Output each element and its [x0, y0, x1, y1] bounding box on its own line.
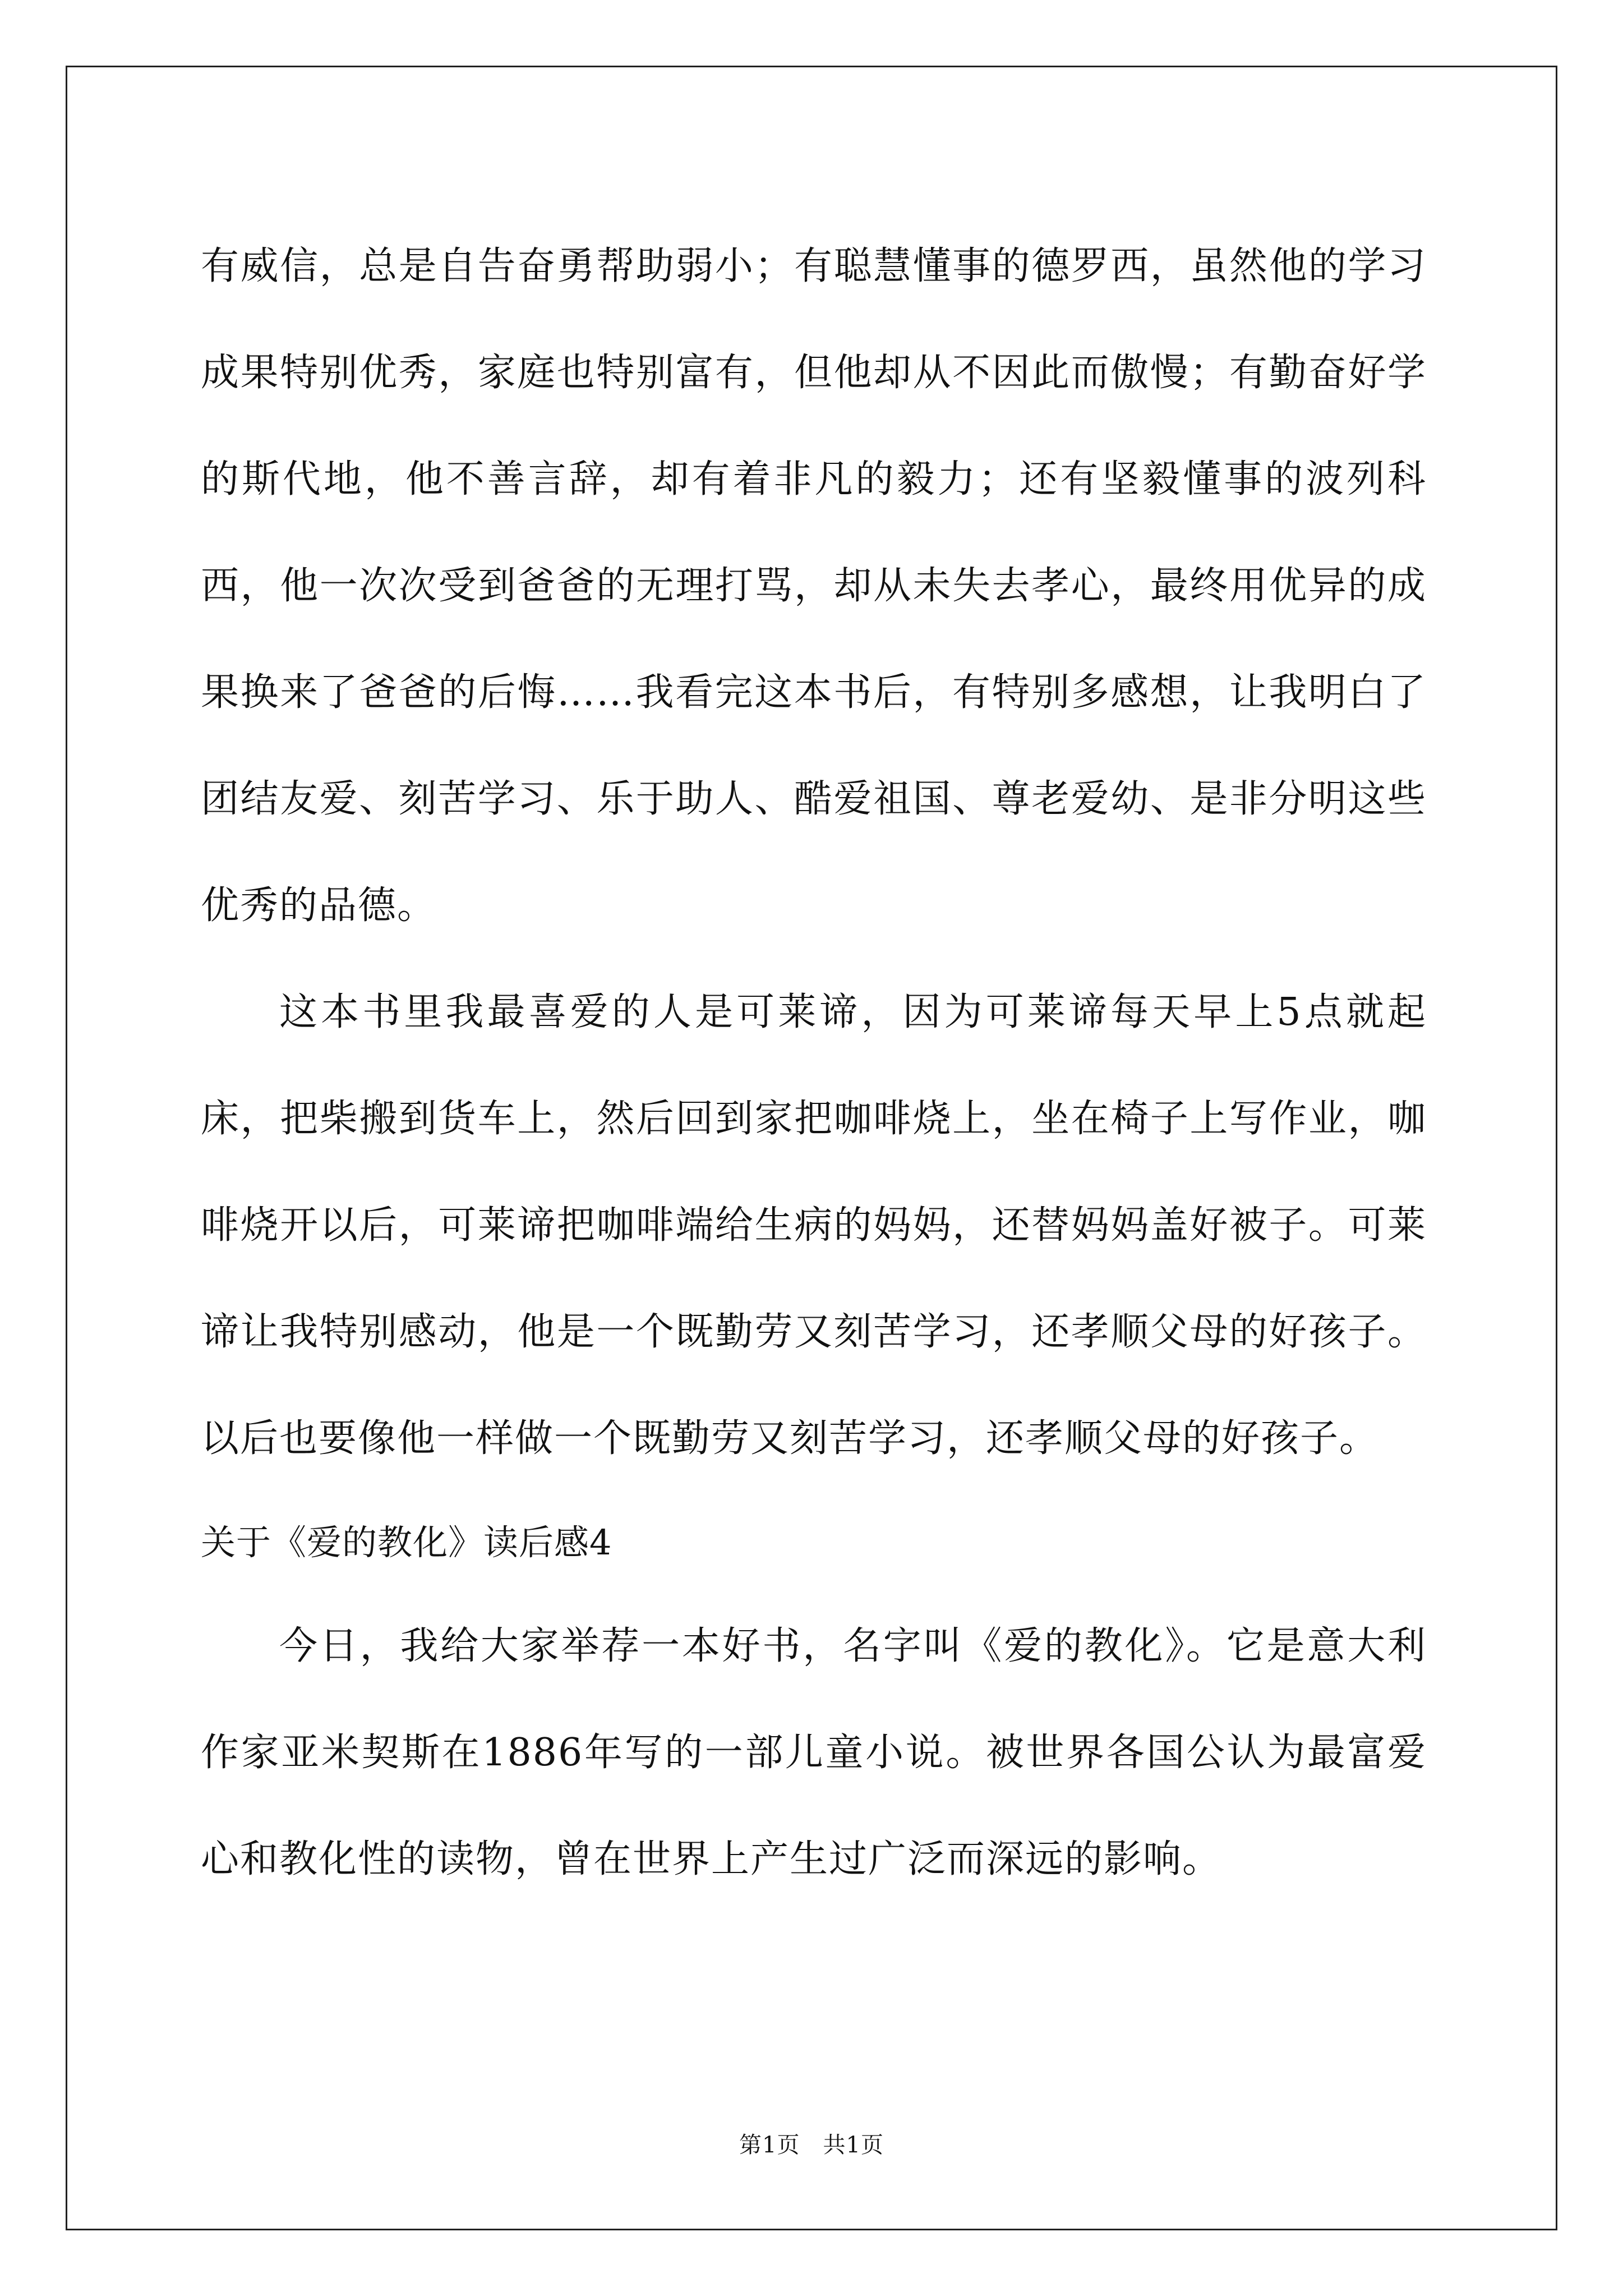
paragraph-continuation: 有威信，总是自告奋勇帮助弱小；有聪慧懂事的德罗西，虽然他的学习成果特别优秀，家庭也特别富有，但他却从不因此而傲慢；有勤奋好学的斯代地，他不善言辞，却有着非凡的毅力；还有坚毅懂事的波列科西，他一次次受到爸爸的无理打骂，却从未失去孝心，最终用优异的成果换来了爸爸的后悔……我看完这本书后，有特别多感想，让我明白了团结友爱、刻苦学习、乐于助人、酷爱祖国、尊老爱幼、是非分明这些优秀的品德。: [201, 244, 1427, 928]
section-heading: 关于《爱的教化》读后感4: [201, 1522, 612, 1563]
page-footer: 第1页 共1页: [739, 2132, 884, 2158]
paragraph-book-introduction: 今日，我给大家举荐一本好书，名字叫《爱的教化》。它是意大利作家亚米契斯在1886年写的一部儿童小说。被世界各国公认为最富爱心和教化性的读物，曾在世界上产生过广泛而深远的影响。: [201, 1624, 1427, 1881]
paragraph-favorite-character: 这本书里我最喜爱的人是可莱谛，因为可莱谛每天早上5点就起床，把柴搬到货车上，然后回到家把咖啡烧上，坐在椅子上写作业，咖啡烧开以后，可莱谛把咖啡端给生病的妈妈，还替妈妈盖好被子。可莱谛让我特别感动，他是一个既勤劳又刻苦学习，还孝顺父母的好孩子。以后也要像他一样做一个既勤劳又刻苦学习，还孝顺父母的好孩子。: [201, 990, 1427, 1461]
document-body: [201, 213, 1427, 1913]
